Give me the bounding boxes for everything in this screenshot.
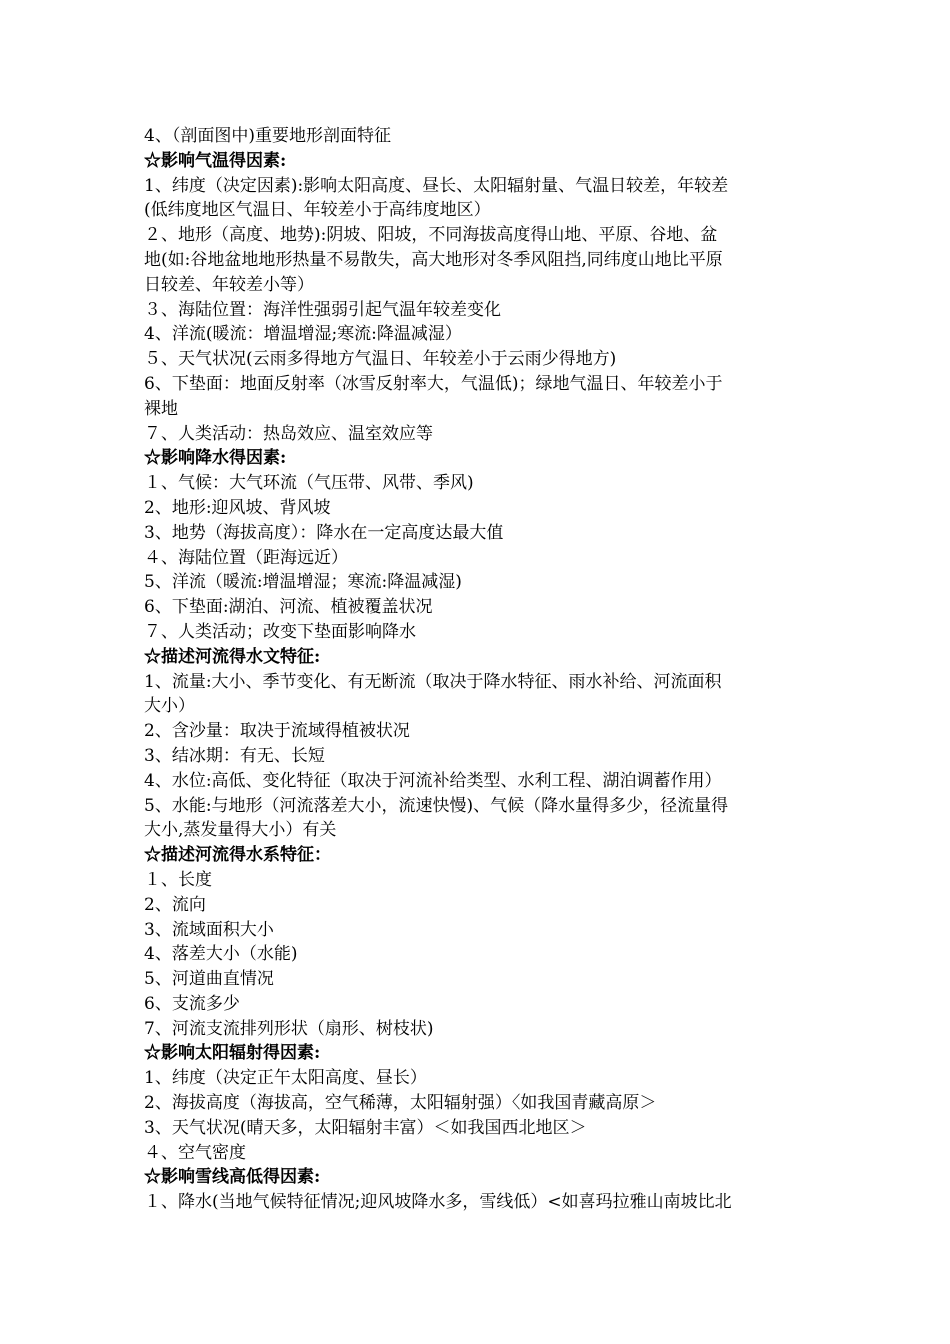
text-line: 1、流量:大小、季节变化、有无断流（取决于降水特征、雨水补给、河流面积 [144,671,722,692]
text-line: 地(如:谷地盆地地形热量不易散失，高大地形对冬季风阻挡,同纬度山地比平原 [144,249,723,270]
section-heading: ☆影响雪线高低得因素: [144,1167,321,1188]
text-line: 7、河流支流排列形状（扇形、树枝状) [144,1018,434,1039]
text-line: ７、人类活动：热岛效应、温室效应等 [144,423,433,444]
text-line: (低纬度地区气温日、年较差小于高纬度地区） [144,200,491,221]
text-line: 6、下垫面:湖泊、河流、植被覆盖状况 [144,597,433,618]
text-line: 5、河道曲直情况 [144,969,274,990]
text-line: ４、空气密度 [144,1142,246,1163]
text-line: 3、天气状况(晴天多，太阳辐射丰富）＜如我国西北地区＞ [144,1117,587,1138]
text-line: ７、人类活动；改变下垫面影响降水 [144,621,416,642]
text-line: 4、（剖面图中)重要地形剖面特征 [144,126,391,146]
text-line: ２、地形（高度、地势):阴坡、阳坡，不同海拔高度得山地、平原、谷地、盆 [144,225,718,246]
section-heading: ☆影响气温得因素: [144,150,287,171]
text-line: 大小,蒸发量得大小）有关 [144,820,337,841]
text-line: 2、地形:迎风坡、背风坡 [144,497,331,518]
text-line: ５、天气状况(云雨多得地方气温日、年较差小于云雨少得地方) [144,349,617,370]
section-heading: ☆描述河流得水系特征： [144,845,331,866]
text-line: 1、纬度（决定正午太阳高度、昼长） [144,1068,427,1089]
section-heading: ☆描述河流得水文特征: [144,646,321,667]
text-line: 日较差、年较差小等） [144,274,314,295]
text-line: 2、含沙量：取决于流域得植被状况 [144,721,410,742]
text-line: ４、海陆位置（距海远近） [144,547,348,568]
text-line: 2、流向 [144,894,206,915]
text-line: 4、水位:高低、变化特征（取决于河流补给类型、水利工程、湖泊调蓄作用） [144,770,722,791]
text-line: １、长度 [144,869,212,890]
section-heading: ☆影响太阳辐射得因素: [144,1043,321,1064]
text-line: 3、流域面积大小 [144,919,274,940]
text-line: 1、纬度（决定因素):影响太阳高度、昼长、太阳辐射量、气温日较差，年较差 [144,175,729,196]
text-line: 6、支流多少 [144,993,240,1014]
text-line: 2、海拔高度（海拔高，空气稀薄，太阳辐射强）〈如我国青藏高原＞ [144,1093,657,1114]
text-line: 4、落差大小（水能) [144,944,298,965]
text-line: 4、洋流(暖流：增温增湿;寒流:降温减湿） [144,324,462,345]
section-heading: ☆影响降水得因素: [144,448,287,469]
text-line: １、降水(当地气候特征情况;迎风坡降水多，雪线低）<如喜玛拉雅山南坡比北 [144,1192,732,1213]
text-line: ３、海陆位置：海洋性强弱引起气温年较差变化 [144,299,501,320]
text-line: １、气候：大气环流（气压带、风带、季风) [144,473,474,494]
text-line: 6、下垫面：地面反射率（冰雪反射率大，气温低)；绿地气温日、年较差小于 [144,373,723,394]
text-line: 裸地 [144,398,178,419]
text-line: 3、结冰期：有无、长短 [144,745,325,766]
text-line: 5、水能:与地形（河流落差大小，流速快慢)、气候（降水量得多少，径流量得 [144,795,729,816]
text-line: 5、洋流（暖流:增温增湿；寒流:降温减湿) [144,572,462,593]
document-body [144,124,814,1215]
text-line: 3、地势（海拔高度）：降水在一定高度达最大值 [144,522,504,543]
text-line: 大小） [144,696,195,717]
